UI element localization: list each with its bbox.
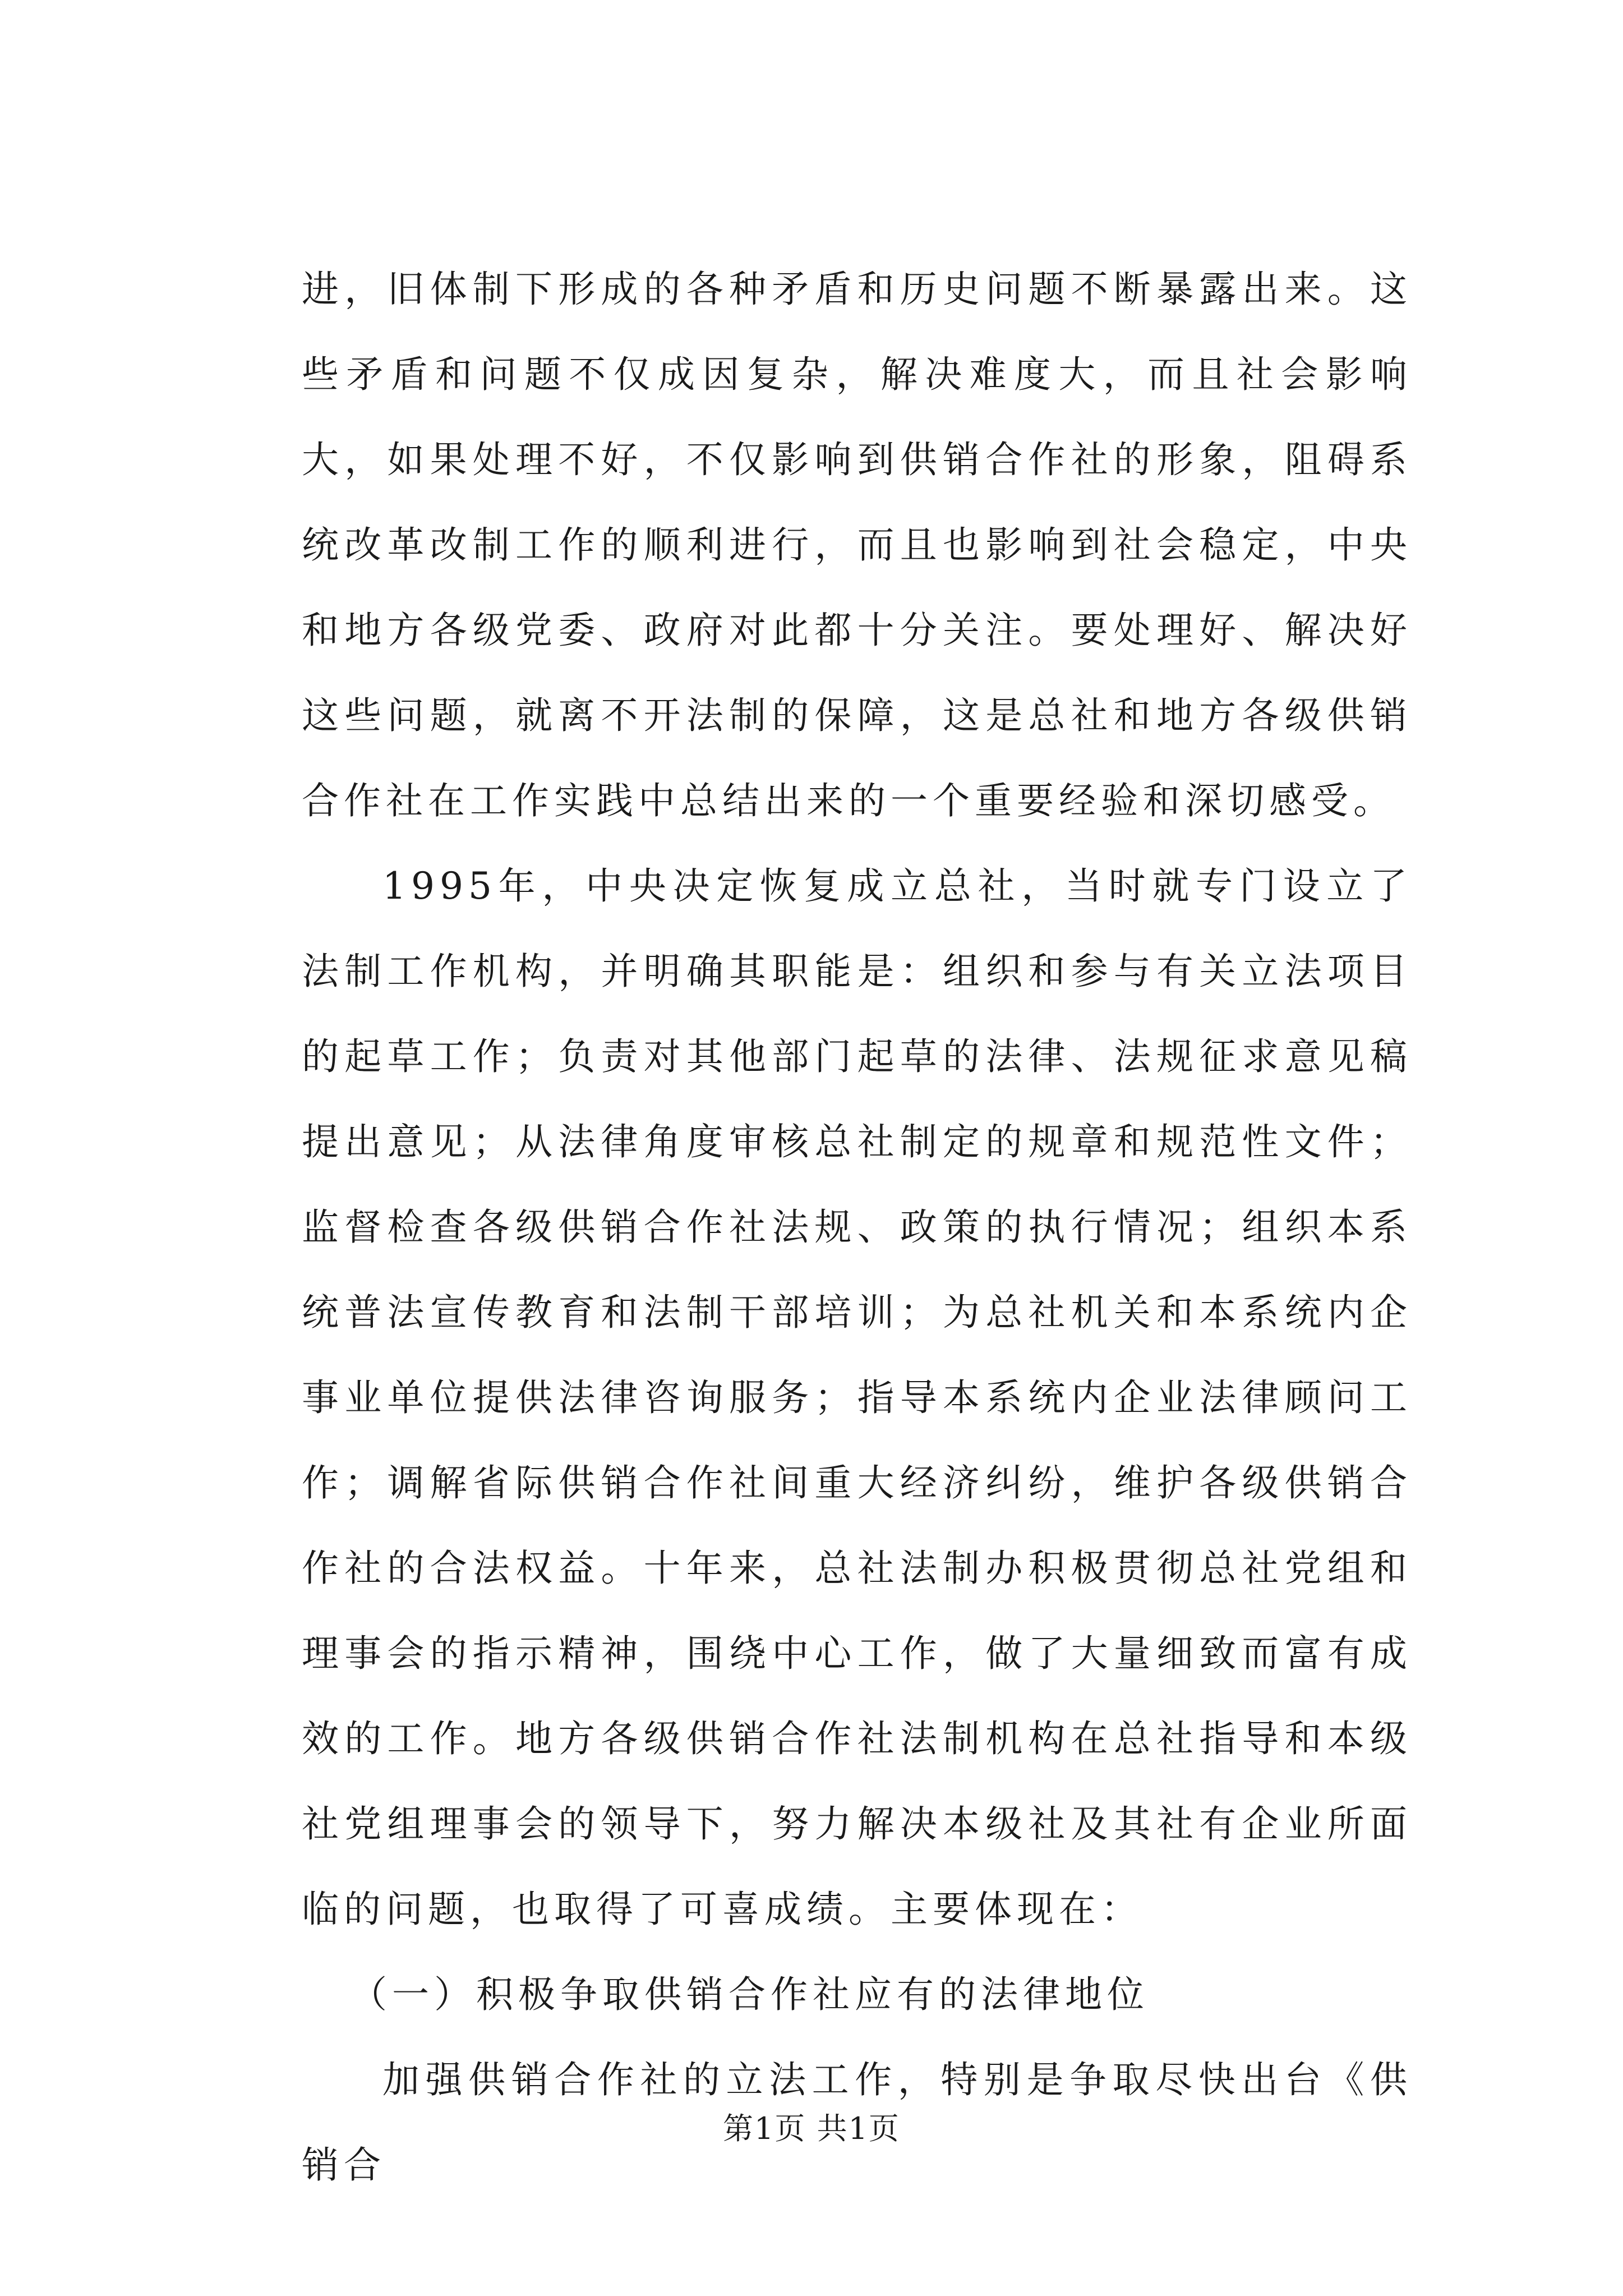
paragraph-1: 进，旧体制下形成的各种矛盾和历史问题不断暴露出来。这些矛盾和问题不仅成因复杂，解决难度大，而且社会影响大，如果处理不好，不仅影响到供销合作社的形象，阻碍系统改革改制工作的顺利进行，而且也影响到社会稳定，中央和地方各级党委、政府对此都十分关注。要处理好、解决好这些问题，就离不开法制的保障，这是总社和地方各级供销合作社在工作实践中总结出来的一个重要经验和深切感受。: [302, 268, 1412, 822]
section-heading: （一）积极争取供销合作社应有的法律地位: [350, 1973, 1149, 2016]
paragraph-2: 1995年，中央决定恢复成立总社，当时就专门设立了法制工作机构，并明确其职能是：组织和参与有关立法项目的起草工作；负责对其他部门起草的法律、法规征求意见稿提出意见；从法律角度审核总社制定的规章和规范性文件；监督检查各级供销合作社法规、政策的执行情况；组织本系统普法宣传教育和法制干部培训；为总社机关和本系统内企事业单位提供法律咨询服务；指导本系统内企业法律顾问工作；调解省际供销合作社间重大经济纠纷，维护各级供销合作社的合法权益。十年来，总社法制办积极贯彻总社党组和理事会的指示精神，围绕中心工作，做了大量细致而富有成效的工作。地方各级供销合作社法制机构在总社指导和本级社党组理事会的领导下，努力解决本级社及其社有企业所面临的问题，也取得了可喜成绩。主要体现在：: [302, 864, 1412, 1931]
page-footer: 第1页 共1页: [723, 2111, 900, 2146]
document-body: [302, 247, 1412, 2208]
paragraph-3: 加强供销合作社的立法工作，特别是争取尽快出台《供销合: [302, 2058, 1412, 2187]
